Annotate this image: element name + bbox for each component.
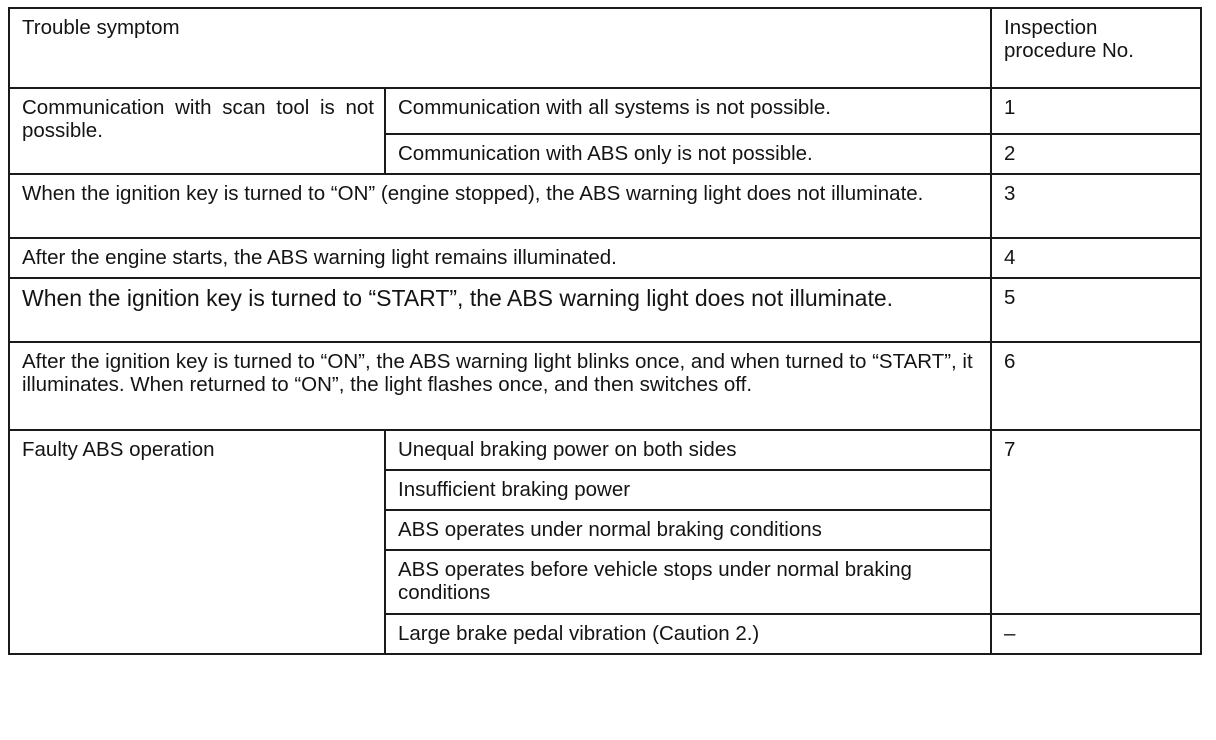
symptom-cell: After the engine starts, the ABS warning light remains illuminated. <box>9 238 991 278</box>
procedure-number-cell: 3 <box>991 174 1201 238</box>
procedure-number-cell: 7 <box>991 430 1201 614</box>
procedure-number-cell: 5 <box>991 278 1201 342</box>
symptom-cell: ABS operates before vehicle stops under normal braking conditions <box>385 550 991 614</box>
header-trouble-symptom: Trouble symptom <box>9 8 991 88</box>
procedure-number-cell: 1 <box>991 88 1201 134</box>
symptom-cell: ABS operates under normal braking conditions <box>385 510 991 550</box>
symptom-cell: When the ignition key is turned to “START”, the ABS warning light does not illuminate. <box>9 278 991 342</box>
symptom-cell: Large brake pedal vibration (Caution 2.) <box>385 614 991 654</box>
table-row <box>9 174 1201 238</box>
table-row <box>9 430 1201 470</box>
trouble-symptom-table <box>8 7 1202 655</box>
table-row <box>9 238 1201 278</box>
header-inspection-procedure: Inspection procedure No. <box>991 8 1201 88</box>
communication-group-cell: Communication with scan tool is not possible. <box>9 88 385 174</box>
symptom-cell: Communication with all systems is not possible. <box>385 88 991 134</box>
symptom-cell: When the ignition key is turned to “ON” (engine stopped), the ABS warning light does not illuminate. <box>9 174 991 238</box>
procedure-number-cell: 2 <box>991 134 1201 174</box>
table-row <box>9 278 1201 342</box>
faulty-group-cell: Faulty ABS operation <box>9 430 385 654</box>
symptom-cell: Communication with ABS only is not possible. <box>385 134 991 174</box>
table-row <box>9 342 1201 430</box>
procedure-number-cell: 6 <box>991 342 1201 430</box>
table-row <box>9 88 1201 134</box>
symptom-cell: Insufficient braking power <box>385 470 991 510</box>
symptom-cell: After the ignition key is turned to “ON”, the ABS warning light blinks once, and when turned to “START”, it illuminates. When returned to “ON”, the light flashes once, and then switches off. <box>9 342 991 430</box>
table-header-row <box>9 8 1201 88</box>
procedure-number-cell: 4 <box>991 238 1201 278</box>
symptom-cell: Unequal braking power on both sides <box>385 430 991 470</box>
procedure-number-cell: – <box>991 614 1201 654</box>
